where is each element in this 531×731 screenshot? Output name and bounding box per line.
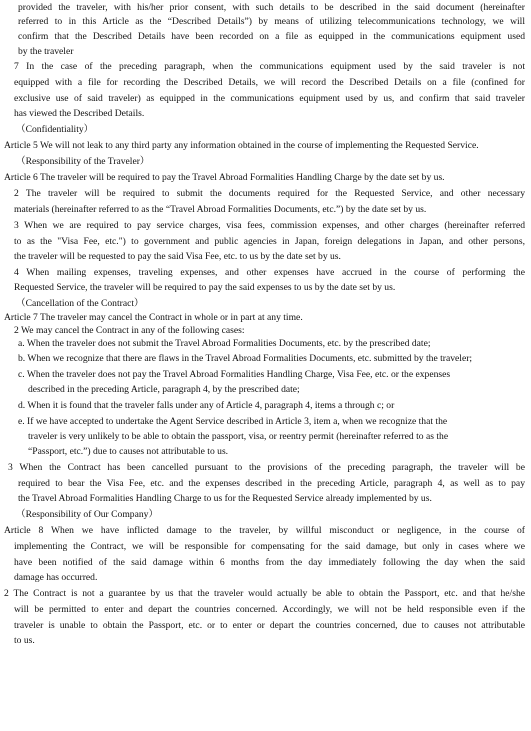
text-line: implementing the Contract, we will be responsible for compensating for the said damage, but only in cases where we: [14, 541, 525, 552]
text-line: confirm that the Described Details have been recorded on a file as equipped in the communications equipment used: [18, 31, 525, 42]
text-line: the traveler will be requested to pay the said Visa Fee, etc. to us by the date set by us.: [14, 251, 341, 262]
text-line: has viewed the Described Details.: [14, 108, 145, 119]
text-line: Article 8 When we have inflicted damage to the traveler, by willful misconduct or negligence, in the course of: [4, 525, 525, 536]
list-item: described in the preceding Article, paragraph 4, by the prescribed date;: [28, 384, 300, 395]
text-line: provided the traveler, with his/her prior consent, with such details to be described in the said document (hereinafter: [18, 2, 525, 13]
list-item: e. If we have accepted to undertake the Agent Service described in Article 3, item a, when we recognize that the: [18, 416, 448, 427]
list-item: c. When the traveler does not pay the Travel Abroad Formalities Handling Charge, Visa Fee, etc. or the expenses: [18, 369, 451, 380]
text-line: 4 When mailing expenses, traveling expenses, and other expenses have accrued in the course of performing the: [14, 267, 525, 278]
list-item: “Passport, etc.”) due to causes not attributable to us.: [28, 446, 229, 457]
section-heading: （Cancellation of the Contract）: [16, 298, 144, 309]
text-line: 2 The traveler will be required to submit the documents required for the Requested Service, and other necessary: [14, 188, 525, 199]
section-heading: （Confidentiality）: [16, 124, 94, 135]
list-item: b. When we recognize that there are flaws in the Travel Abroad Formalities Documents, etc. submitted by the traveler;: [18, 353, 473, 364]
text-line: will be permitted to enter and depart the countries concerned. Accordingly, we will not be held responsible even if the: [14, 604, 525, 615]
list-item: a. When the traveler does not submit the Travel Abroad Formalities Documents, etc. by the prescribed date;: [18, 338, 431, 349]
section-heading: （Responsibility of Our Company）: [16, 509, 159, 520]
text-line: 3 When the Contract has been cancelled pursuant to the provisions of the preceding paragraph, the traveler will be: [8, 462, 525, 473]
text-line: 7 In the case of the preceding paragraph, when the communications equipment used by the said traveler is not: [14, 61, 525, 72]
text-line: the Travel Abroad Formalities Handling Charge to us for the Requested Service already implemented by us.: [18, 493, 432, 504]
text-line: Requested Service, the traveler will be required to pay the said expenses to us by the date set by us.: [14, 282, 396, 293]
text-line: 3 When we are required to pay service charges, visa fees, commission expenses, and other charges (hereinafter referred: [14, 220, 525, 231]
text-line: materials (hereinafter referred to as the “Travel Abroad Formalities Documents, etc.”) by the date set by us.: [14, 204, 427, 215]
section-heading: （Responsibility of the Traveler）: [16, 156, 150, 167]
text-line: traveler is unable to obtain the Passport, etc. or to enter or depart the countries concerned, due to causes not attributable: [14, 620, 525, 631]
text-line: Article 5 We will not leak to any third party any information obtained in the course of implementing the Requested Service.: [4, 140, 479, 151]
text-line: damage has occurred.: [14, 572, 98, 583]
text-line: exclusive use of said traveler) as equipped in the communications equipment used by us, and confirm that said traveler: [14, 93, 525, 104]
text-line: equipped with a file for recording the Described Details, we will record the Described Details on a file (confined for: [14, 77, 525, 88]
text-line: required to bear the Visa Fee, etc. and the expenses described in the preceding Article, paragraph 4, as well as to pay: [18, 478, 525, 489]
text-line: 2 We may cancel the Contract in any of the following cases:: [14, 325, 245, 336]
text-line: to us.: [14, 635, 35, 646]
text-line: 2 The Contract is not a guarantee by us that the traveler would actually be able to obtain the Passport, etc. and that he/she: [4, 588, 525, 599]
text-line: Article 6 The traveler will be required to pay the Travel Abroad Formalities Handling Charge by the date set by us.: [4, 172, 445, 183]
text-line: to as the "Visa Fee, etc.") to government and public agencies in Japan, foreign delegations in Japan, and other persons,: [14, 236, 525, 247]
list-item: d. When it is found that the traveler falls under any of Article 4, paragraph 4, items a through c; or: [18, 400, 395, 411]
text-line: have been notified of the said damage within 6 months from the day immediately following the day when the said: [14, 557, 525, 568]
text-line: Article 7 The traveler may cancel the Contract in whole or in part at any time.: [4, 312, 303, 323]
text-line: referred to in this Article as the “Described Details”) by means of utilizing telecommunications technology, we will: [18, 16, 525, 27]
list-item: traveler is very unlikely to be able to obtain the passport, visa, or reentry permit (hereinafter referred to as the: [28, 431, 449, 442]
text-line: by the traveler: [18, 46, 74, 57]
